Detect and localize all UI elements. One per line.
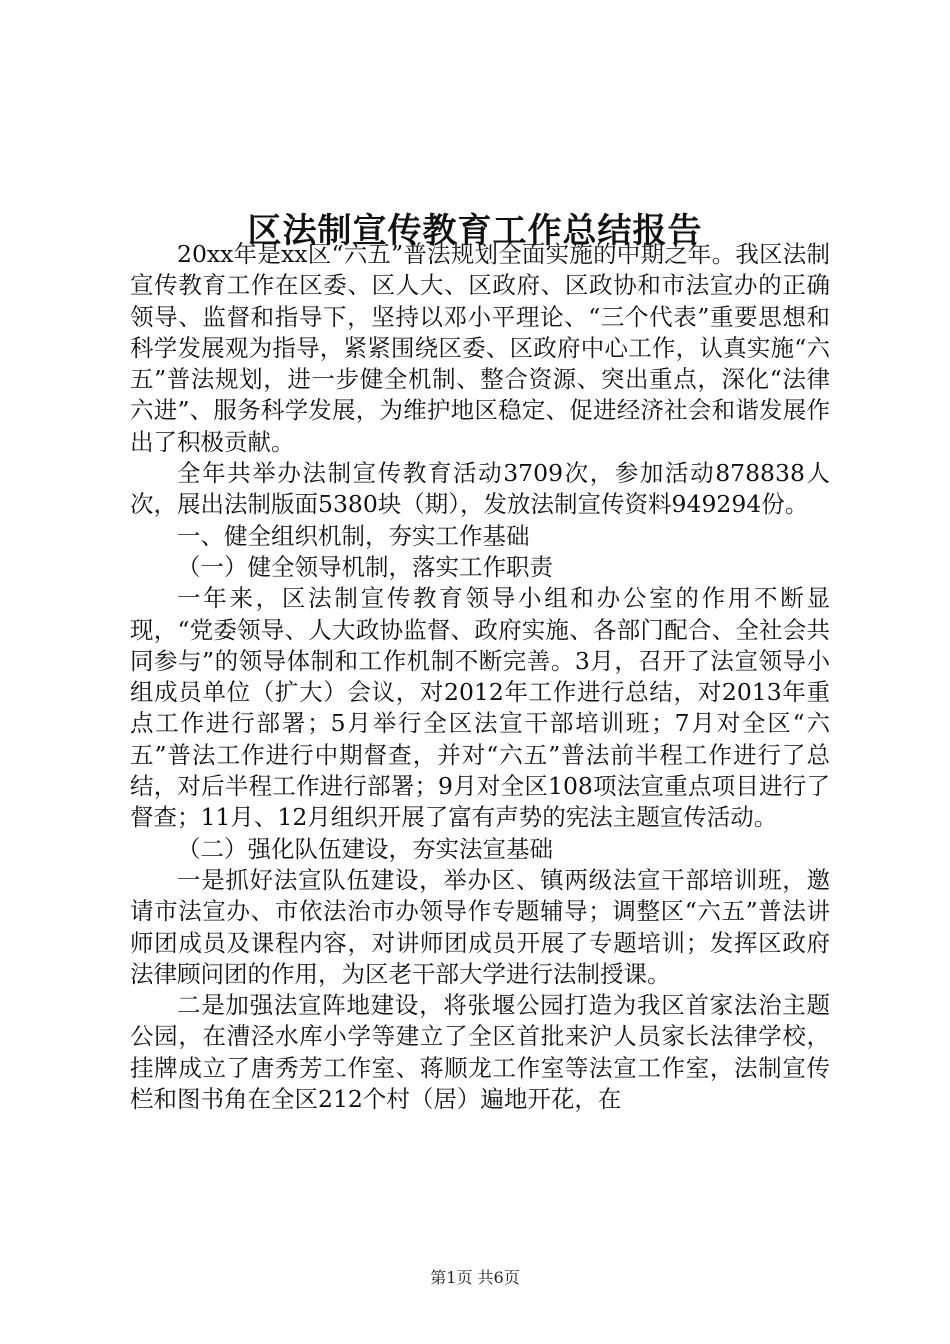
document-title: 区法制宣传教育工作总结报告 (247, 210, 703, 251)
paragraph: 一年来，区法制宣传教育领导小组和办公室的作用不断显现，“党委领导、人大政协监督、政府实施、各部门配合、全社会共同参与”的领导体制和工作机制不断完善。3月，召开了法宣领导小组成员单位（扩大）会议，对2012年工作进行总结，对2013年重点工作进行部署；5月举行全区法宣干部培训班；7月对全区“六五”普法工作进行中期督查，并对“六五”普法前半程工作进行了总结，对后半程工作进行部署；9月对全区108项法宣重点项目进行了督查；11月、12月组织开展了富有声势的宪法主题宣传活动。 (130, 584, 830, 832)
paragraph: 全年共举办法制宣传教育活动3709次，参加活动878838人次，展出法制版面5380块（期），发放法制宣传资料949294份。 (130, 459, 830, 519)
subsection-heading: （一）健全领导机制，落实工作职责 (177, 552, 553, 581)
page-footer: 第1页 共6页 (430, 1268, 520, 1287)
paragraph: 二是加强法宣阵地建设，将张堰公园打造为我区首家法治主题公园，在漕泾水库小学等建立了全区首批来沪人员家长法律学校，挂牌成立了唐秀芳工作室、蒋顺龙工作室等法宣工作室，法制宣传栏和图书角在全区212个村（居）遍地开花，在 (130, 991, 830, 1114)
paragraph: 一是抓好法宣队伍建设，举办区、镇两级法宣干部培训班，邀请市法宣办、市依法治市办领导作专题辅导；调整区“六五”普法讲师团成员及课程内容，对讲师团成员开展了专题培训；发挥区政府法律顾问团的作用，为区老干部大学进行法制授课。 (130, 865, 830, 988)
section-heading: 一、健全组织机制，夯实工作基础 (177, 521, 530, 550)
subsection-heading: （二）强化队伍建设，夯实法宣基础 (177, 834, 553, 863)
paragraph: 20xx年是xx区“六五”普法规划全面实施的中期之年。我区法制宣传教育工作在区委、区人大、区政府、区政协和市法宣办的正确领导、监督和指导下，坚持以邓小平理论、“三个代表”重要思想和科学发展观为指导，紧紧围绕区委、区政府中心工作，认真实施“六五”普法规划，进一步健全机制、整合资源、突出重点，深化“法律六进”、服务科学发展，为维护地区稳定、促进经济社会和谐发展作出了积极贡献。 (130, 240, 830, 456)
document-body (130, 239, 830, 1115)
